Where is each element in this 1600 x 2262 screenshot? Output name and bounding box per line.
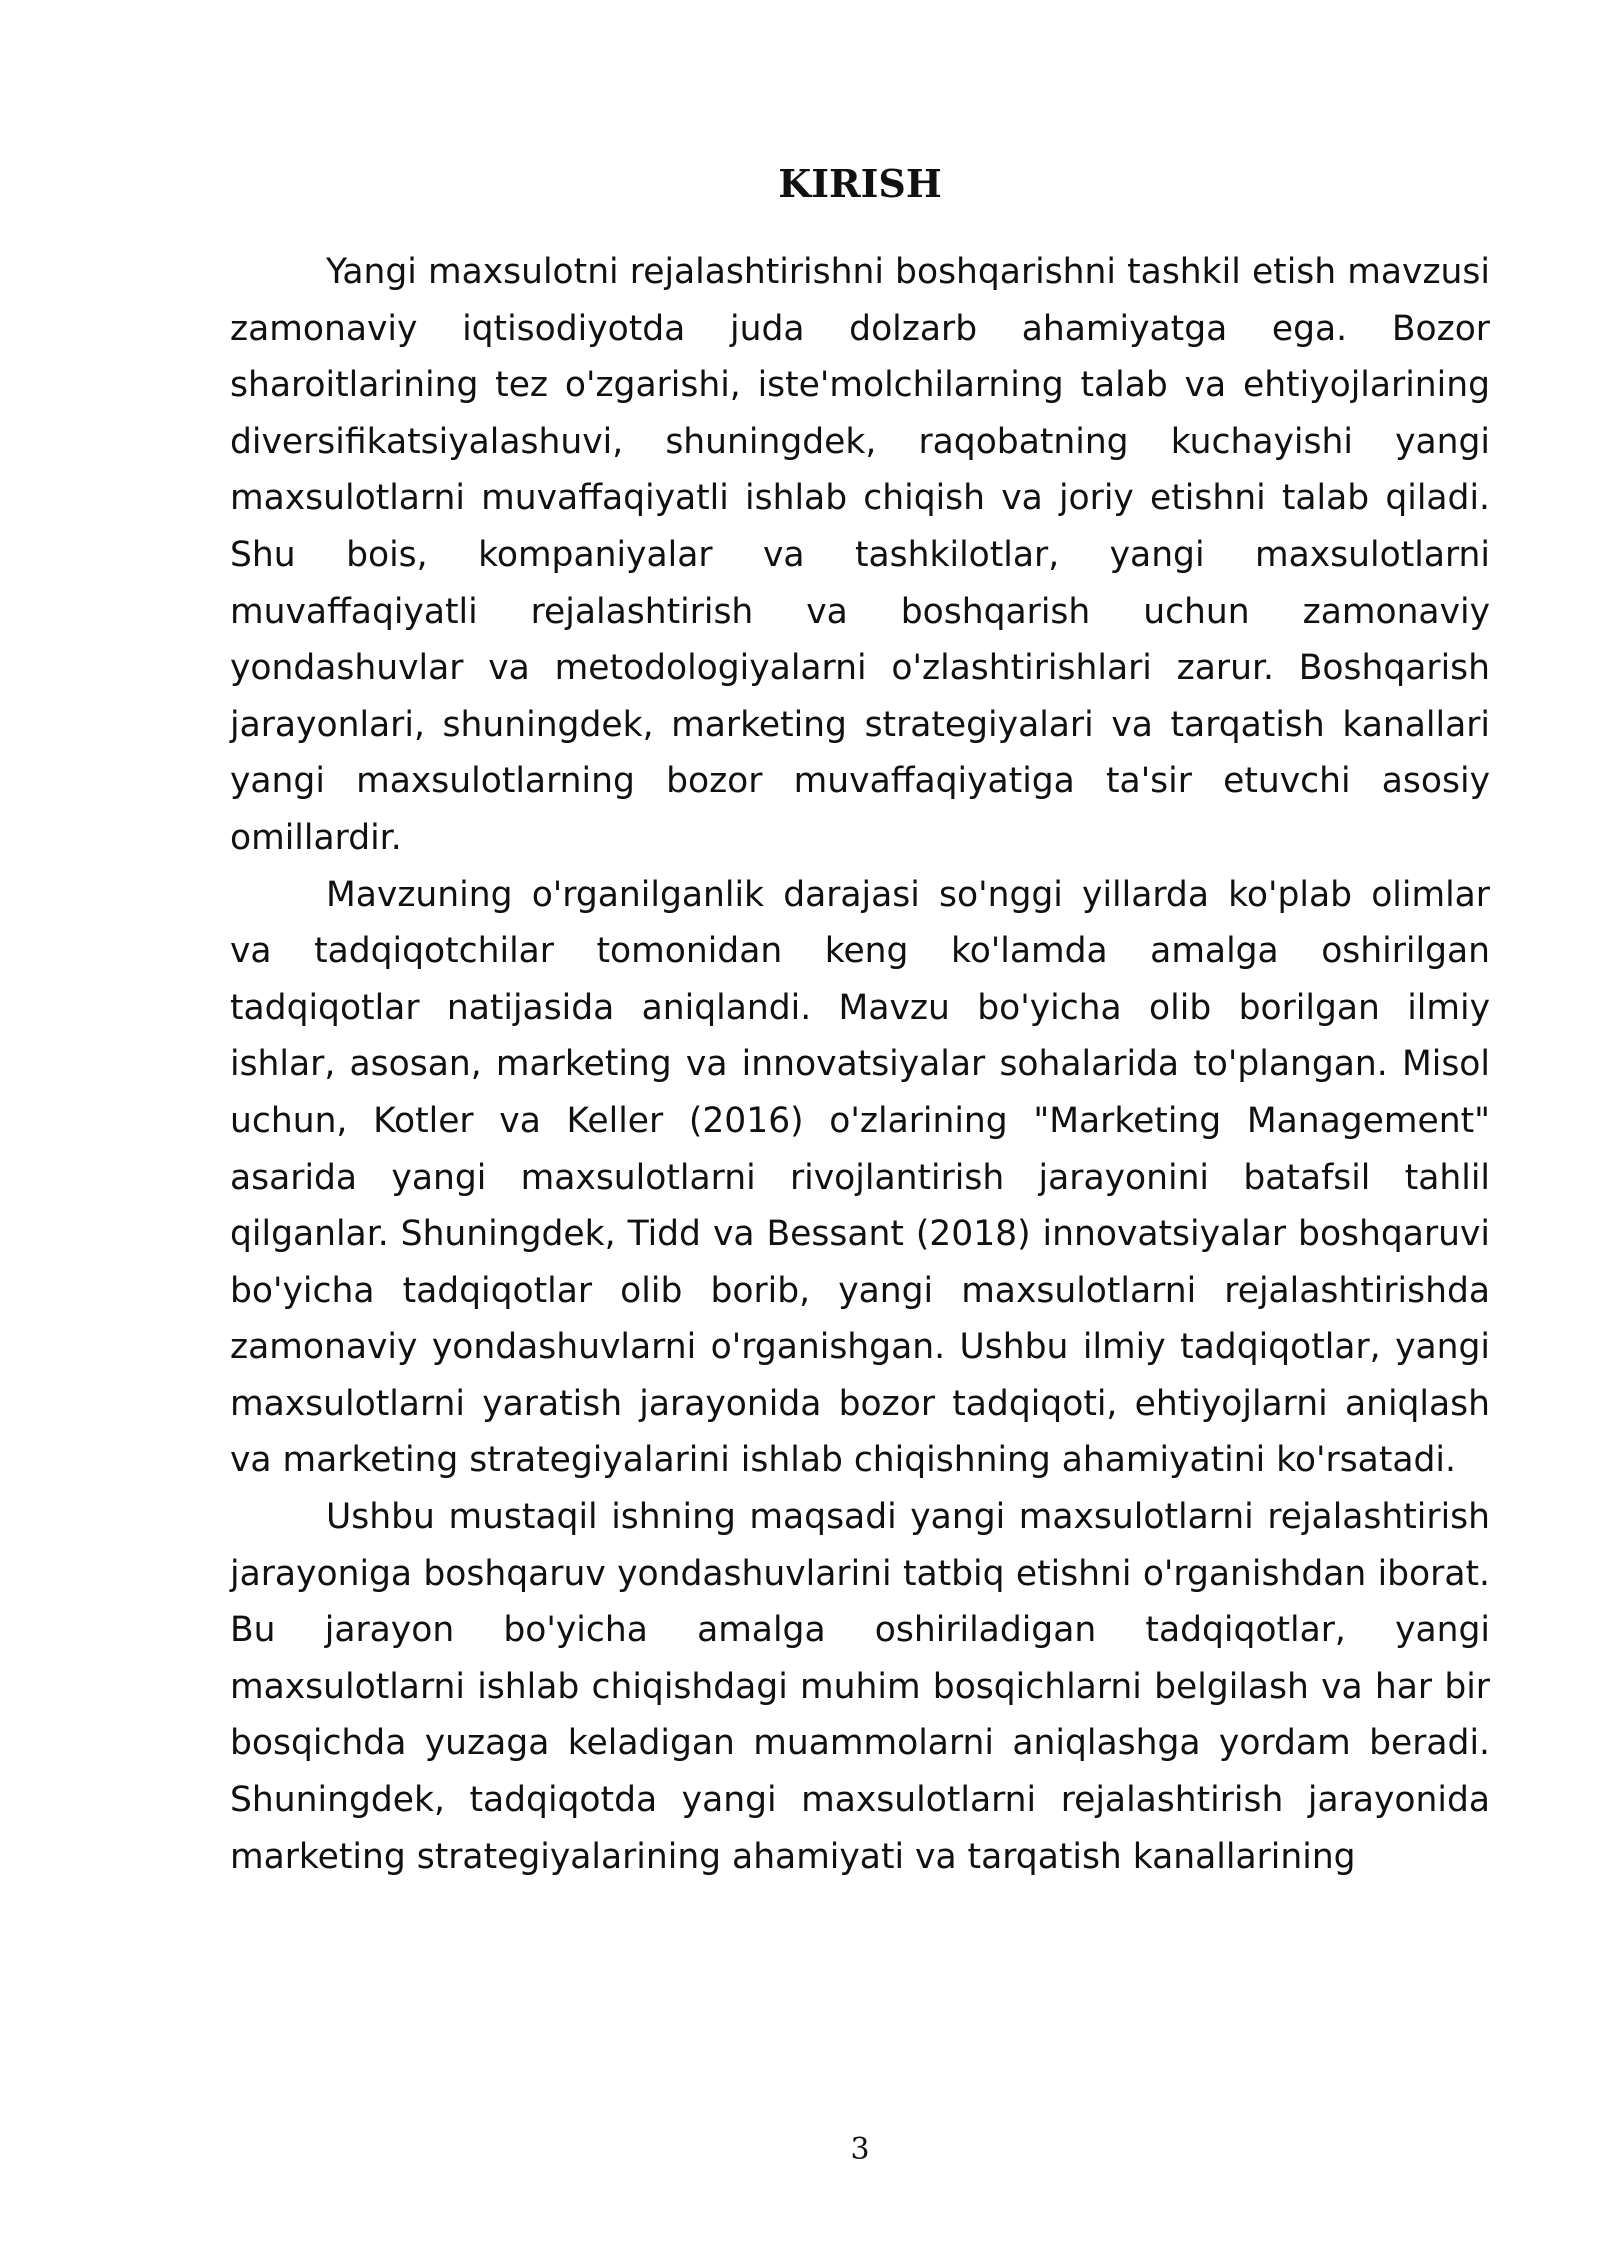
body-text xyxy=(230,244,1490,1885)
paragraph-1: Yangi maxsulotni rejalashtirishni boshqarishni tashkil etish mavzusi zamonaviy iqtisodiyotda juda dolzarb ahamiyatga ega. Bozor sharoitlarining tez o'zgarishi, iste'molchilarning talab va ehtiyojlarining diversifikatsiyalashuvi, shuningdek, raqobatning kuchayishi yangi maxsulotlarni muvaffaqiyatli ishlab chiqish va joriy etishni talab qiladi. Shu bois, kompaniyalar va tashkilotlar, yangi maxsulotlarni muvaffaqiyatli rejalashtirish va boshqarish uchun zamonaviy yondashuvlar va metodologiyalarni o'zlashtirishlari zarur. Boshqarish jarayonlari, shuningdek, marketing strategiyalari va tarqatish kanallari yangi maxsulotlarning bozor muvaffaqiyatiga ta'sir etuvchi asosiy omillardir. xyxy=(230,252,1490,858)
section-title: KIRISH xyxy=(778,161,942,206)
paragraph-3: Ushbu mustaqil ishning maqsadi yangi maxsulotlarni rejalashtirish jarayoniga boshqaruv yondashuvlarini tatbiq etishni o'rganishdan iborat. Bu jarayon bo'yicha amalga oshiriladigan tadqiqotlar, yangi maxsulotlarni ishlab chiqishdagi muhim bosqichlarni belgilash va har bir bosqichda yuzaga keladigan muammolarni aniqlashga yordam beradi. Shuningdek, tadqiqotda yangi maxsulotlarni rejalashtirish jarayonida marketing strategiyalarining ahamiyati va tarqatish kanallarining xyxy=(230,1497,1490,1877)
paragraph-2: Mavzuning o'rganilganlik darajasi so'nggi yillarda ko'plab olimlar va tadqiqotchilar tomonidan keng ko'lamda amalga oshirilgan tadqiqotlar natijasida aniqlandi. Mavzu bo'yicha olib borilgan ilmiy ishlar, asosan, marketing va innovatsiyalar sohalarida to'plangan. Misol uchun, Kotler va Keller (2016) o'zlarining "Marketing Management" asarida yangi maxsulotlarni rivojlantirish jarayonini batafsil tahlil qilganlar. Shuningdek, Tidd va Bessant (2018) innovatsiyalar boshqaruvi bo'yicha tadqiqotlar olib borib, yangi maxsulotlarni rejalashtirishda zamonaviy yondashuvlarni o'rganishgan. Ushbu ilmiy tadqiqotlar, yangi maxsulotlarni yaratish jarayonida bozor tadqiqoti, ehtiyojlarni aniqlash va marketing strategiyalarini ishlab chiqishning ahamiyatini ko'rsatadi. xyxy=(230,874,1490,1481)
page-number: 3 xyxy=(850,2132,870,2167)
